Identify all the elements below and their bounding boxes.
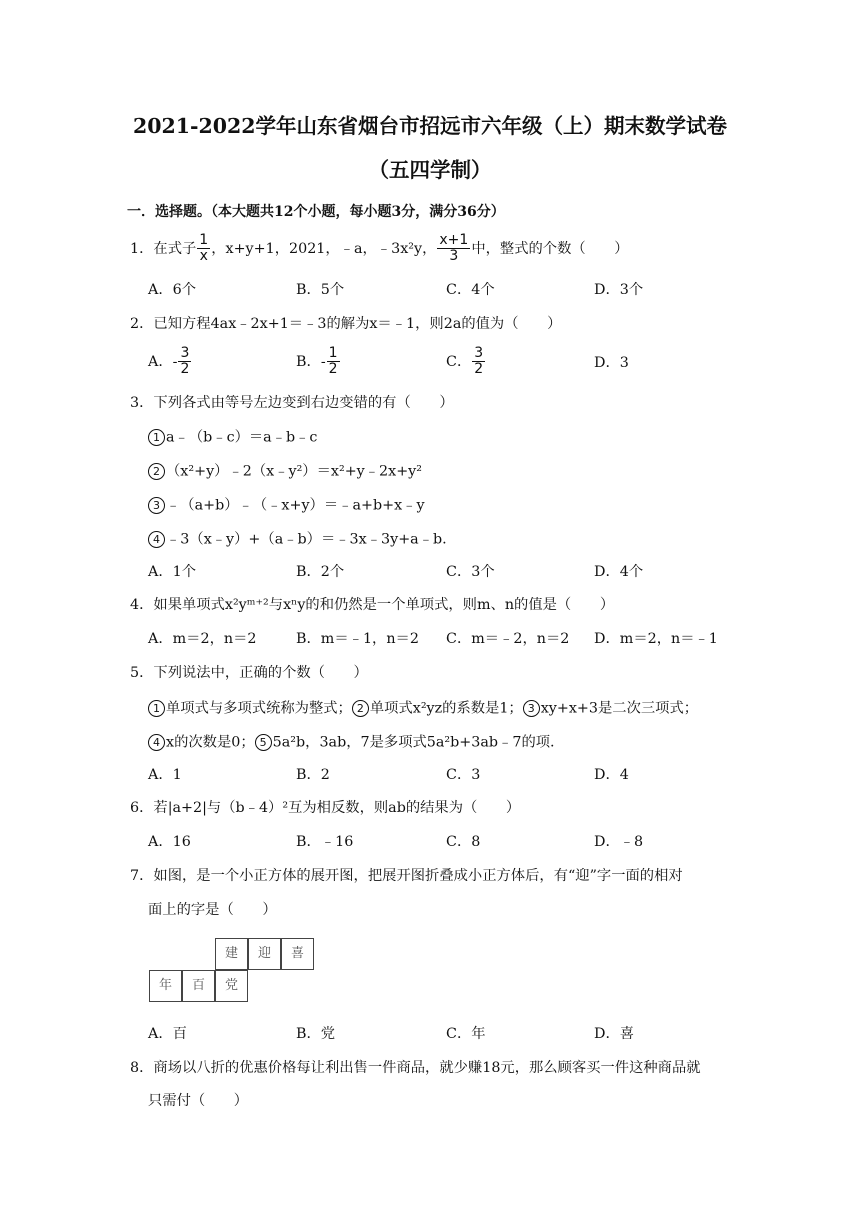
q1-mid: ，x+y+1，2021，﹣a，﹣3x²y， <box>211 240 437 257</box>
net-cell-top-1: 建 <box>215 938 248 970</box>
q2-option-a: A．- $\frac{3}{2}$ <box>148 345 190 378</box>
fraction: $\frac{1}{x}$ <box>199 232 209 265</box>
q4-option-b: B．m＝﹣1，n＝2 <box>296 631 419 647</box>
net-cell-bottom-2: 百 <box>182 970 215 1002</box>
q7-option-b: B．党 <box>296 1026 336 1042</box>
q5-option-b: B．2 <box>296 767 330 783</box>
q1-lead: 在式子 <box>153 240 197 257</box>
q5-option-c: C．3 <box>446 767 481 783</box>
q2-option-d: D．3 <box>594 355 629 371</box>
q7-option-d: D．喜 <box>594 1026 635 1042</box>
q1-option-b: B．5个 <box>296 282 345 298</box>
net-cell-top-3: 喜 <box>281 938 314 970</box>
q6-option-c: C．8 <box>446 834 481 850</box>
q3-option-d: D．4个 <box>594 564 644 580</box>
net-cell-bottom-3: 党 <box>215 970 248 1002</box>
q3-item-2: 2 （x²+y）﹣2（x﹣y²）＝x²+y﹣2x+y² <box>148 463 422 480</box>
page-title: 2021-2022学年山东省烟台市招远市六年级（上）期末数学试卷 <box>132 114 728 138</box>
fraction: $\frac{x+1}{3}$ <box>439 232 469 265</box>
question-8-continued: 只需付（ ） <box>148 1093 249 1109</box>
question-2: 2．已知方程4ax﹣2x+1＝﹣3的解为x＝﹣1，则2a的值为（ ） <box>130 316 562 332</box>
q7-option-c: C．年 <box>446 1026 486 1042</box>
q5-statements-line-1: 1 单项式与多项式统称为整式； 2 单项式x²yz的系数是1； 3 xy+x+3是二次三项式； <box>148 700 698 717</box>
q5-option-d: D．4 <box>594 767 629 783</box>
q3-item-4: 4 ﹣3（x﹣y）+（a﹣b）＝﹣3x﹣3y+a﹣b. <box>148 531 447 548</box>
question-8: 8．商场以八折的优惠价格每让利出售一件商品，就少赚18元，那么顾客买一件这种商品就 <box>130 1060 701 1076</box>
q1-option-a: A．6个 <box>148 282 197 298</box>
q2-option-c: C． $\frac{3}{2}$ <box>446 345 484 378</box>
net-cell-top-2: 迎 <box>248 938 281 970</box>
q3-option-c: C．3个 <box>446 564 495 580</box>
q3-item-3: 3 ﹣（a+b）﹣（﹣x+y）＝﹣a+b+x﹣y <box>148 497 425 514</box>
net-cell-bottom-1: 年 <box>149 970 182 1002</box>
q4-option-d: D．m＝2，n＝﹣1 <box>594 631 718 647</box>
page-subtitle: （五四学制） <box>368 158 492 182</box>
question-7-continued: 面上的字是（ ） <box>148 902 277 918</box>
q3-option-b: B．2个 <box>296 564 345 580</box>
question-6: 6．若|a+2|与（b﹣4）²互为相反数，则ab的结果为（ ） <box>130 800 521 816</box>
question-7: 7．如图，是一个小正方体的展开图，把展开图折叠成小正方体后，有“迎”字一面的相对 <box>130 868 683 884</box>
q4-option-c: C．m＝﹣2，n＝2 <box>446 631 570 647</box>
q6-option-b: B．﹣16 <box>296 834 354 850</box>
q5-option-a: A．1 <box>148 767 182 783</box>
q2-option-b: B．- $\frac{1}{2}$ <box>296 345 338 378</box>
q1-option-c: C．4个 <box>446 282 495 298</box>
question-1 <box>130 233 629 265</box>
q7-option-a: A．百 <box>148 1026 187 1042</box>
q1-tail: 中，整式的个数（ ） <box>471 240 629 257</box>
q1-number: 1． <box>130 240 154 257</box>
question-3: 3．下列各式由等号左边变到右边变错的有（ ） <box>130 395 454 411</box>
q6-option-a: A．16 <box>148 834 191 850</box>
question-4: 4．如果单项式x²yᵐ⁺²与xⁿy的和仍然是一个单项式，则m、n的值是（ ） <box>130 597 615 613</box>
section-heading: 一．选择题。（本大题共12个小题，每小题3分，满分36分） <box>127 204 505 220</box>
q6-option-d: D．﹣8 <box>594 834 644 850</box>
q3-option-a: A．1个 <box>148 564 197 580</box>
q4-option-a: A．m＝2，n＝2 <box>148 631 257 647</box>
q3-item-1: 1 a﹣（b﹣c）＝a﹣b﹣c <box>148 429 317 446</box>
question-5: 5．下列说法中，正确的个数（ ） <box>130 665 368 681</box>
q5-statements-line-2: 4 x的次数是0； 5 5a²b，3ab，7是多项式5a²b+3ab﹣7的项. <box>148 734 555 751</box>
q1-option-d: D．3个 <box>594 282 644 298</box>
